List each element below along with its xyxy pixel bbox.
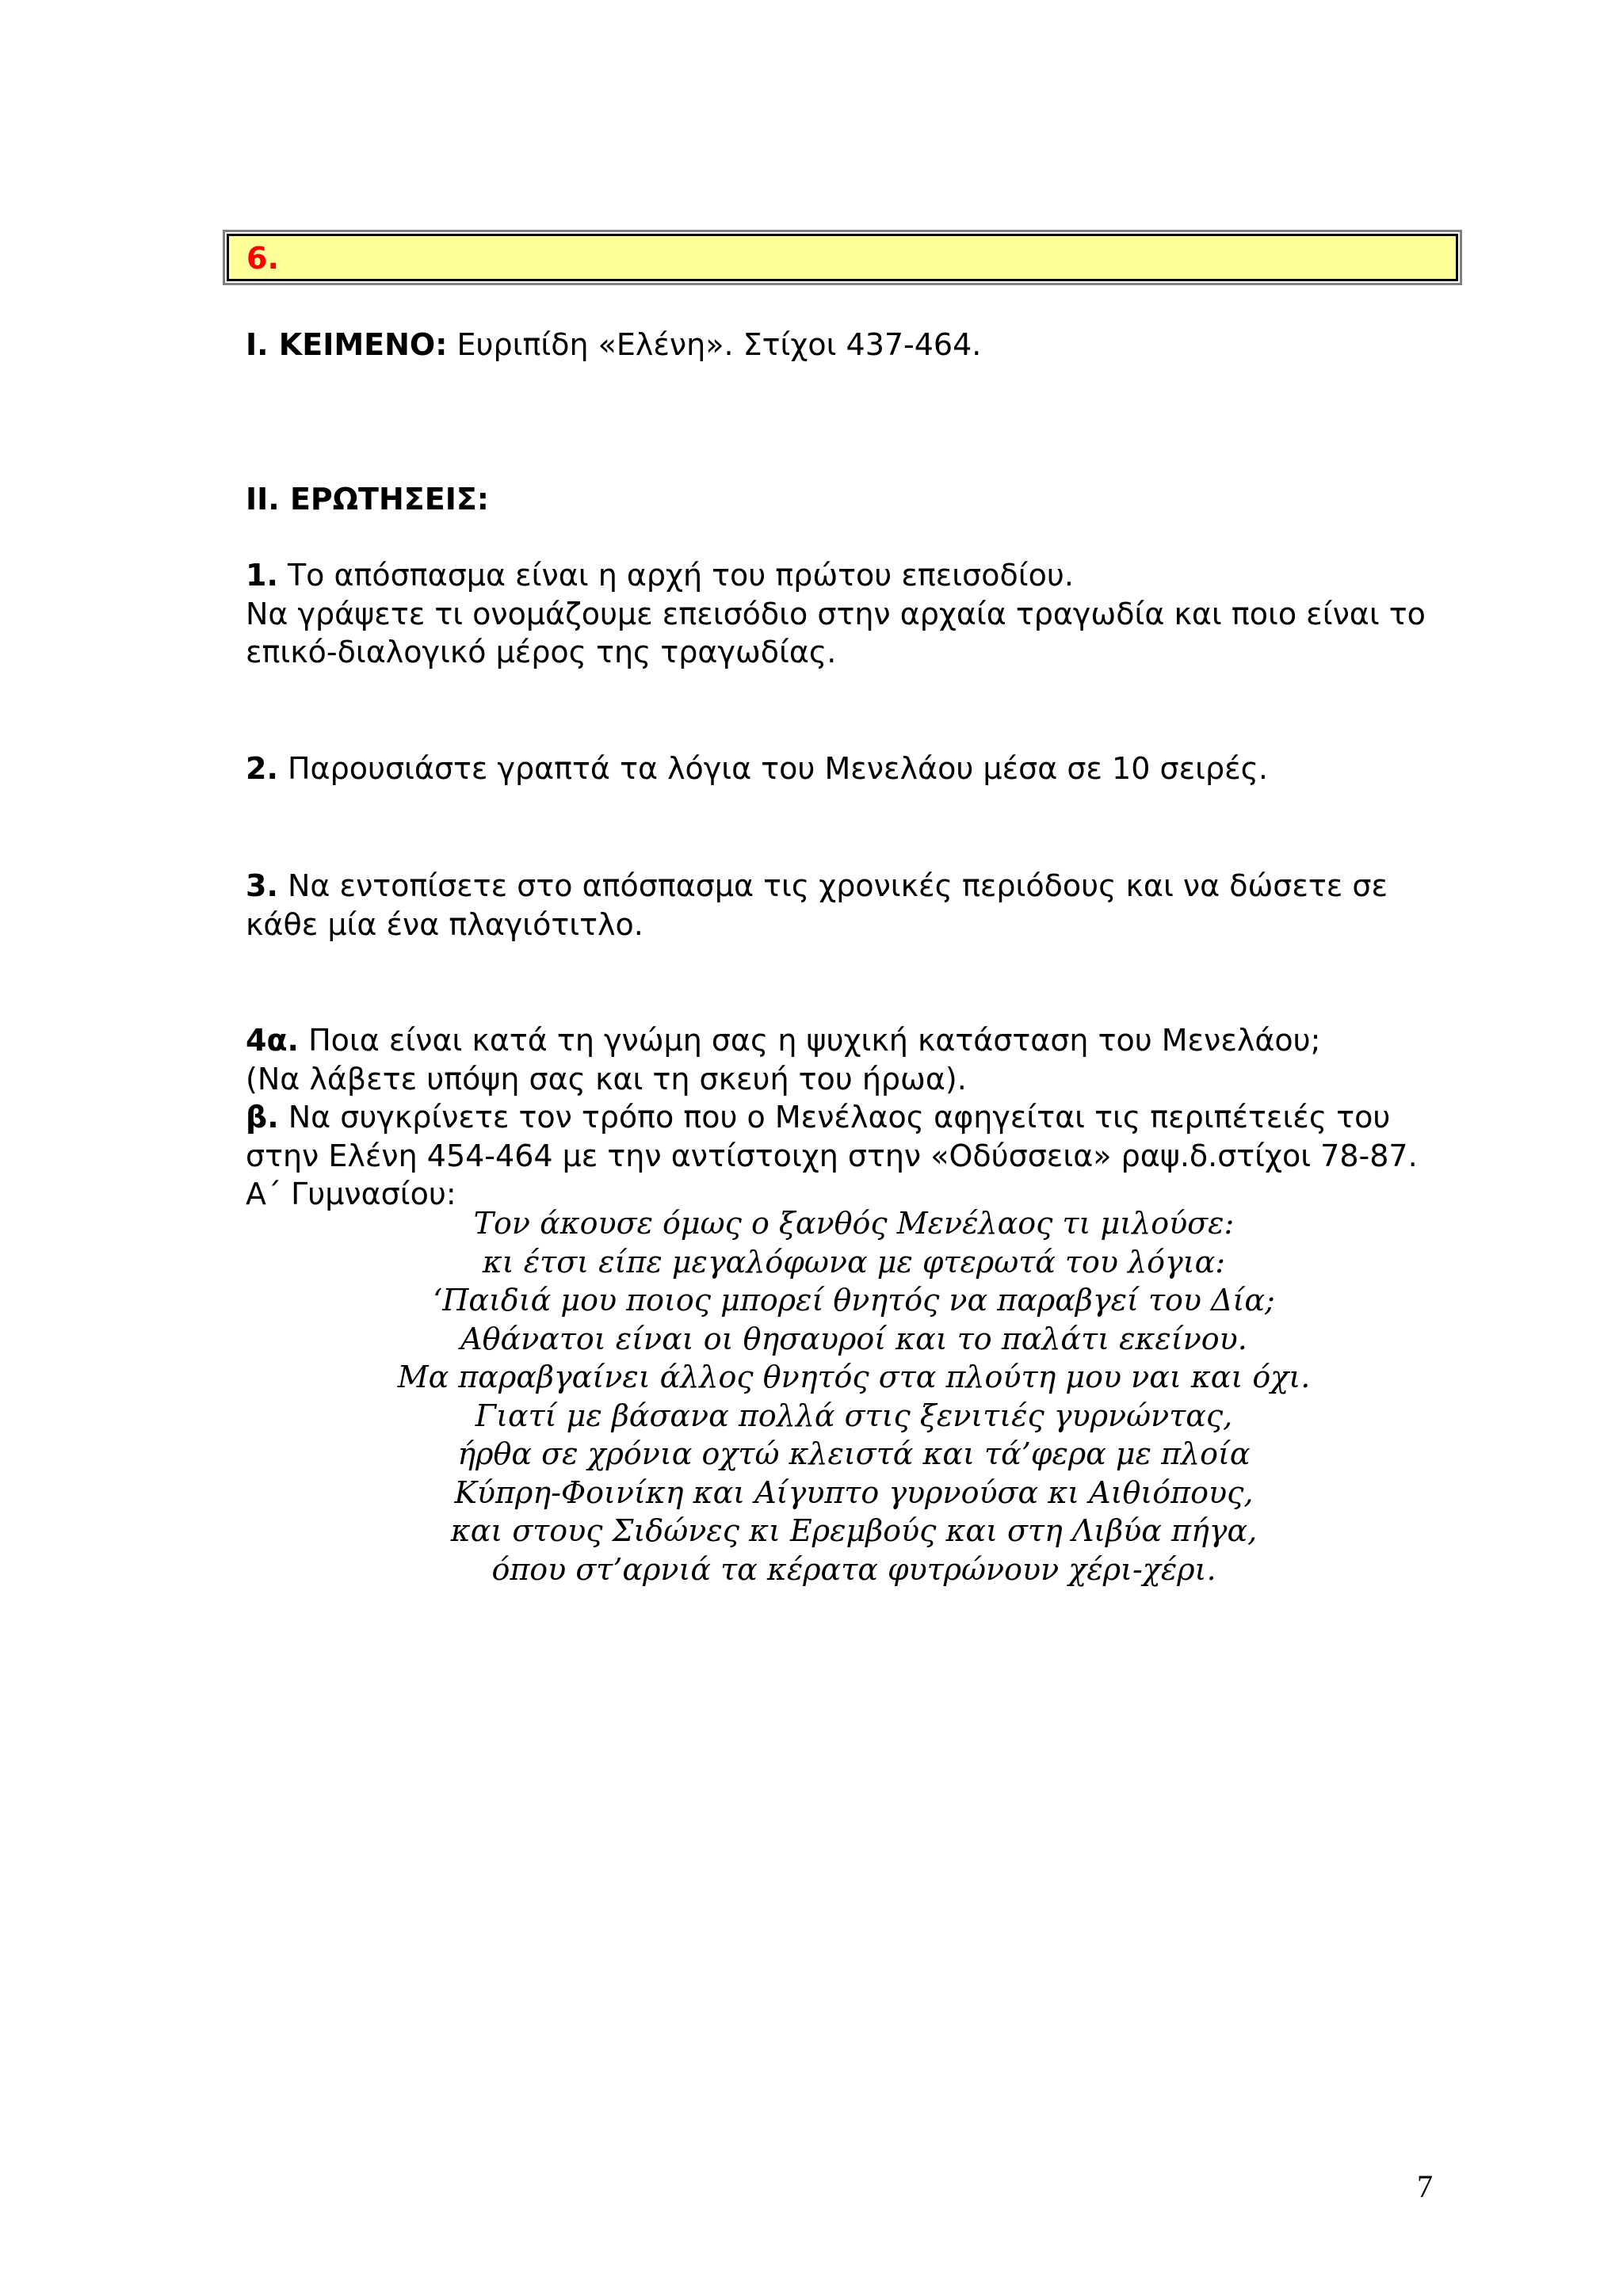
questions-heading: II. ΕΡΩΤΗΣΕΙΣ: bbox=[246, 482, 489, 517]
poem-excerpt bbox=[246, 1204, 1462, 1589]
section-header-box bbox=[227, 234, 1458, 281]
question-4b-number: β. bbox=[246, 1100, 279, 1135]
question-1-number: 1. bbox=[246, 558, 278, 593]
question-3-line-1 bbox=[246, 867, 1388, 905]
question-4a-number: 4α. bbox=[246, 1023, 299, 1058]
question-2-text: Παρουσιάστε γραπτά τα λόγια του Μενελάου μέσα σε 10 σειρές. bbox=[277, 751, 1269, 786]
question-1-line-1 bbox=[246, 556, 1074, 594]
question-3-text: Να εντοπίσετε στο απόσπασμα τις χρονικές περιόδους και να δώσετε σε bbox=[277, 868, 1388, 903]
question-4b-line-3: Α΄ Γυμνασίου: bbox=[246, 1177, 456, 1211]
question-1-text: Το απόσπασμα είναι η αρχή του πρώτου επεισοδίου. bbox=[277, 558, 1074, 593]
question-4b-text: Να συγκρίνετε τον τρόπο που ο Μενέλαος αφηγείται τις περιπέτειές του bbox=[278, 1100, 1391, 1135]
poem-line: Μα παραβγαίνει άλλος θνητός στα πλούτη μου ναι και όχι. bbox=[397, 1360, 1311, 1394]
question-1-line-2: Να γράψετε τι ονομάζουμε επεισόδιο στην αρχαία τραγωδία και ποιο είναι το bbox=[246, 597, 1426, 631]
poem-line: κι έτσι είπε μεγαλόφωνα με φτερωτά του λόγια: bbox=[482, 1244, 1226, 1280]
poem-line: όπου στ’αρνιά τα κέρατα φυτρώνουν χέρι-χέρι. bbox=[491, 1551, 1216, 1587]
poem-line: και στους Σιδώνες κι Ερεμβούς και στη Λιβύα πήγα, bbox=[450, 1513, 1258, 1548]
page-number: 7 bbox=[1417, 2168, 1433, 2204]
question-3-line-2: κάθε μία ένα πλαγιότιτλο. bbox=[246, 907, 643, 942]
poem-line: Τον άκουσε όμως ο ξανθός Μενέλαος τι μιλούσε: bbox=[473, 1206, 1235, 1241]
question-1-line-3: επικό-διαλογικό μέρος της τραγωδίας. bbox=[246, 635, 837, 669]
text-heading-line bbox=[246, 326, 981, 364]
question-4b-line-1 bbox=[246, 1098, 1390, 1136]
poem-line: ήρθα σε χρόνια οχτώ κλειστά και τά’φερα με πλοία bbox=[457, 1436, 1251, 1471]
text-reference: Ευριπίδη «Ελένη». Στίχοι 437-464. bbox=[447, 327, 982, 362]
question-2-number: 2. bbox=[246, 751, 278, 786]
question-4b-line-2: στην Ελένη 454-464 με την αντίστοιχη στην «Οδύσσεια» ραψ.δ.στίχοι 78-87. bbox=[246, 1138, 1418, 1173]
text-label: I. ΚΕΙΜΕΝΟ: bbox=[246, 327, 448, 362]
question-4a-text: Ποια είναι κατά τη γνώμη σας η ψυχική κατάσταση του Μενελάου; bbox=[298, 1023, 1321, 1058]
section-number: 6. bbox=[246, 241, 279, 276]
poem-line: Γιατί με βάσανα πολλά στις ξενιτιές γυρνώντας, bbox=[475, 1398, 1233, 1433]
question-4a-line-1 bbox=[246, 1021, 1320, 1059]
poem-line: Αθάνατοι είναι οι θησαυροί και το παλάτι εκείνου. bbox=[460, 1321, 1247, 1356]
question-4a-line-2: (Να λάβετε υπόψη σας και τη σκευή του ήρωα). bbox=[246, 1062, 967, 1097]
poem-line: ‘Παιδιά μου ποιος μπορεί θνητός να παραβγεί του Δία; bbox=[433, 1283, 1275, 1318]
question-2-line-1 bbox=[246, 749, 1268, 788]
poem-line: Κύπρη-Φοινίκη και Αίγυπτο γυρνούσα κι Αιθιόπους, bbox=[454, 1474, 1254, 1510]
question-3-number: 3. bbox=[246, 868, 278, 903]
